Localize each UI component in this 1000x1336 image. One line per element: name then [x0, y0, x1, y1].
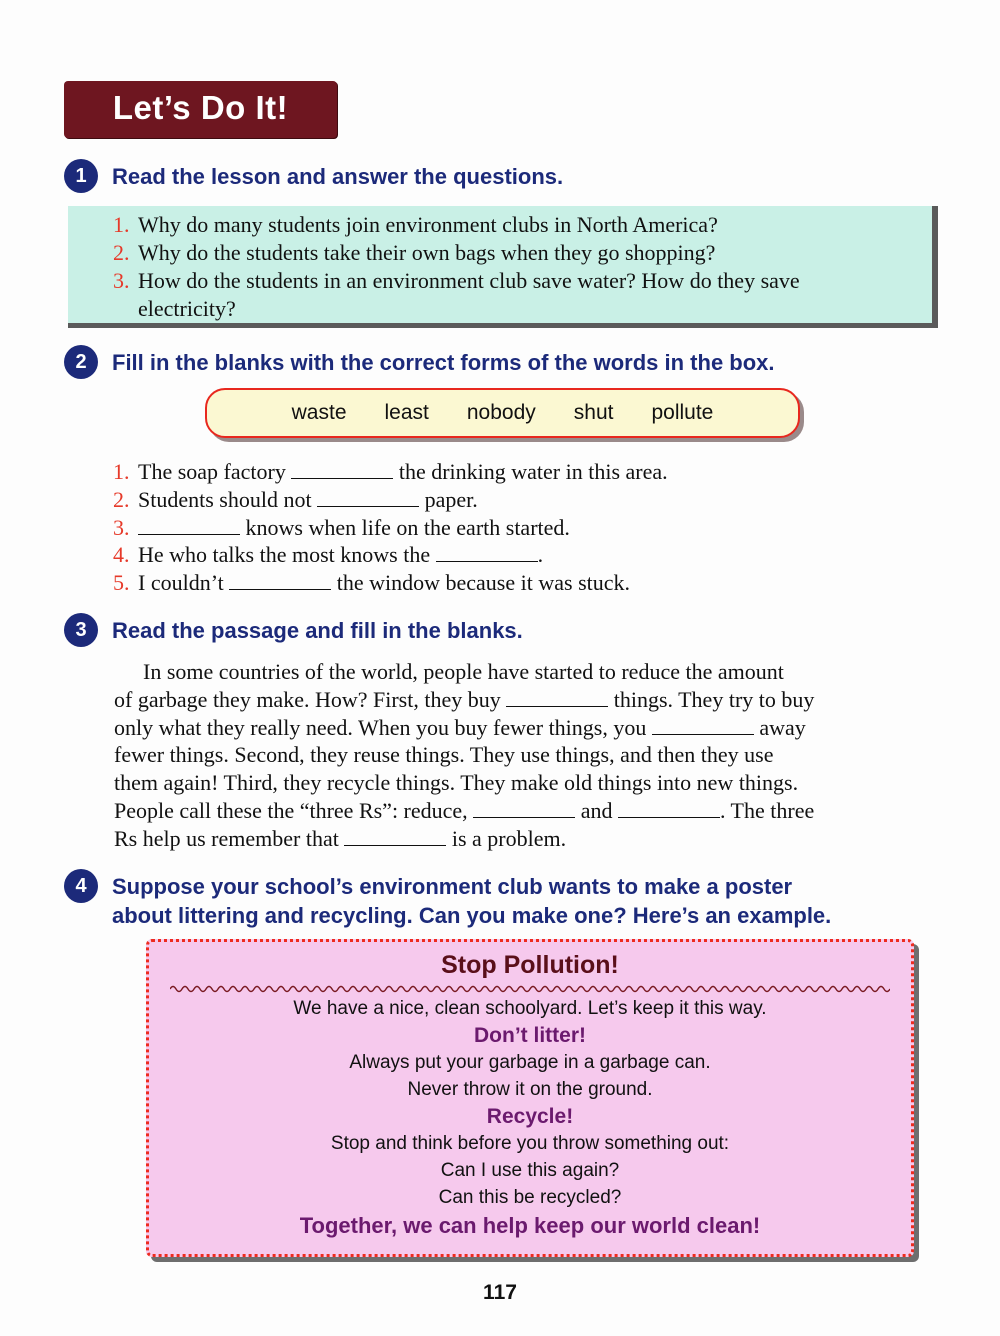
passage-line: [114, 825, 929, 853]
poster-title: Stop Pollution!: [441, 951, 619, 979]
passage-text: Rs help us remember that: [114, 825, 339, 851]
section-4-heading: [64, 872, 831, 930]
passage-text: of garbage they make. How? First, they buy: [114, 686, 501, 712]
poster-heading: Recycle!: [486, 1105, 574, 1128]
word-item: shut: [573, 401, 614, 424]
passage-line: [114, 714, 929, 742]
item-text: knows when life on the earth started.: [245, 514, 570, 540]
fill-in-list: [113, 458, 833, 597]
section-2-heading: [64, 348, 775, 379]
passage-text: things. They try to buy: [613, 686, 815, 712]
question-text: How do the students in an environment club save water? How do they save: [138, 268, 800, 293]
section-number-badge: 2: [64, 345, 98, 379]
poster-line: We have a nice, clean schoolyard. Let’s keep it this way.: [293, 998, 767, 1019]
section-instruction: Fill in the blanks with the correct forms of the words in the box.: [112, 350, 775, 375]
section-3-heading: [64, 616, 523, 647]
passage-text: is a problem.: [451, 825, 567, 851]
answer-blank[interactable]: [317, 488, 419, 507]
question-number: 3.: [113, 268, 130, 293]
answer-blank[interactable]: [344, 827, 446, 846]
question-text: Why do the students take their own bags when they go shopping?: [138, 240, 716, 265]
item-text: I couldn’t: [138, 570, 224, 596]
word-item: least: [384, 401, 429, 424]
section-instruction: Read the lesson and answer the questions.: [112, 164, 564, 189]
poster-line: Can I use this again?: [440, 1160, 620, 1181]
wavy-divider: [170, 983, 890, 995]
item-text: the drinking water in this area.: [398, 459, 668, 484]
section-number-badge: 3: [64, 613, 98, 647]
answer-blank[interactable]: [229, 571, 331, 590]
answer-blank[interactable]: [436, 543, 538, 562]
passage-line: In some countries of the world, people have started to reduce the amount: [143, 659, 784, 684]
fill-item: [113, 569, 833, 597]
instruction-line: Suppose your school’s environment club wants to make a poster: [112, 874, 793, 899]
fill-item: [113, 486, 833, 514]
item-number: 1.: [113, 459, 130, 484]
item-text: The soap factory: [138, 459, 286, 484]
answer-blank[interactable]: [138, 516, 240, 535]
poster-heading: Don’t litter!: [474, 1024, 586, 1047]
passage-text: only what they really need. When you buy fewer things, you: [114, 714, 647, 740]
answer-blank[interactable]: [618, 799, 720, 818]
passage-text: away: [759, 714, 806, 740]
item-number: 4.: [113, 542, 130, 568]
poster-line: Stop and think before you throw something out:: [330, 1133, 730, 1154]
question-text: electricity?: [138, 296, 236, 321]
question-item-continued: [113, 295, 933, 323]
word-item: nobody: [466, 401, 536, 424]
section-number-badge: 1: [64, 159, 98, 193]
answer-blank[interactable]: [652, 716, 754, 735]
word-box: [205, 388, 800, 438]
question-item: [113, 267, 933, 295]
section-1-heading: [64, 162, 563, 193]
passage-line: fewer things. Second, they reuse things. They use things, and then they use: [114, 742, 774, 768]
lets-do-it-banner: [64, 81, 337, 138]
questions-list: [113, 211, 933, 323]
answer-blank[interactable]: [291, 460, 393, 479]
page-number: 117: [483, 1281, 517, 1304]
poster-line: Always put your garbage in a garbage can.: [349, 1052, 711, 1073]
poster-footer: Together, we can help keep our world clean!: [299, 1213, 761, 1238]
item-number: 2.: [113, 486, 130, 512]
banner-title: Let’s Do It!: [112, 89, 289, 126]
answer-blank[interactable]: [473, 799, 575, 818]
item-text: the window because it was stuck.: [336, 570, 631, 596]
passage-text: People call these the “three Rs”: reduce,: [114, 797, 468, 823]
poster-line: Can this be recycled?: [438, 1187, 622, 1208]
passage-line: [114, 797, 929, 825]
poster-line: Never throw it on the ground.: [407, 1079, 653, 1100]
passage-line: [114, 686, 929, 714]
section-number-badge: 4: [64, 869, 98, 903]
fill-item: [113, 541, 833, 569]
word-item: waste: [291, 401, 347, 424]
question-text: Why do many students join environment clubs in North America?: [138, 212, 718, 237]
fill-item: [113, 458, 833, 486]
passage-text: . The three: [719, 797, 815, 823]
item-text: Students should not: [138, 486, 312, 512]
item-text: He who talks the most knows the: [138, 542, 431, 568]
item-text: .: [537, 542, 544, 568]
item-number: 3.: [113, 514, 130, 540]
item-text: paper.: [424, 486, 478, 512]
question-number: 2.: [113, 240, 130, 265]
question-number: 1.: [113, 212, 130, 237]
passage-line: them again! Third, they recycle things. They make old things into new things.: [114, 770, 799, 796]
passage-text: and: [580, 797, 613, 823]
question-item: [113, 239, 933, 267]
fill-item: [113, 514, 833, 542]
word-item: pollute: [651, 401, 714, 424]
item-number: 5.: [113, 570, 130, 596]
question-item: [113, 211, 933, 239]
section-instruction: Read the passage and fill in the blanks.: [112, 618, 523, 643]
section-instruction: [112, 872, 831, 930]
reading-passage: [114, 658, 929, 853]
instruction-line: about littering and recycling. Can you make one? Here’s an example.: [112, 903, 832, 928]
example-poster: [146, 939, 914, 1257]
answer-blank[interactable]: [506, 688, 608, 707]
